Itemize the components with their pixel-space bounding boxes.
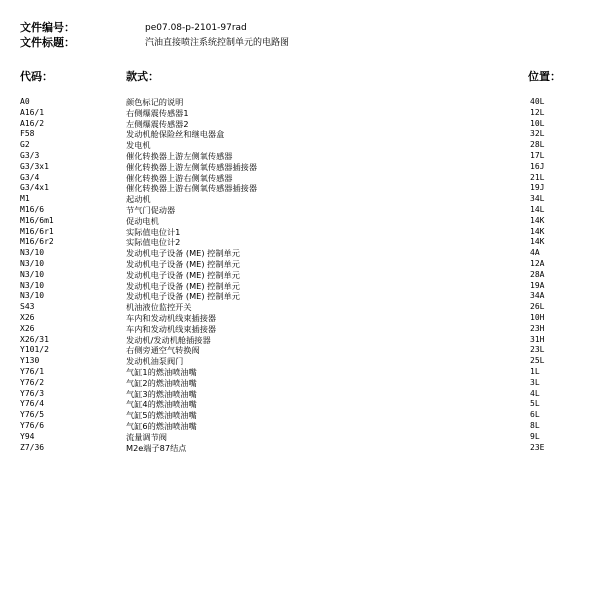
- table-row: [0, 140, 603, 151]
- component-position: 32L: [530, 129, 545, 139]
- component-code: Y76/1: [20, 366, 45, 376]
- component-description: 实际值电位计1: [126, 226, 181, 237]
- position-column-header: 位置：: [528, 70, 561, 83]
- component-position: 19A: [530, 280, 545, 290]
- table-row: [0, 367, 603, 378]
- doc-title-value: 汽油直接喷注系统控制单元的电路图: [145, 38, 290, 48]
- component-code: A0: [20, 97, 30, 106]
- component-code: X26/31: [20, 334, 49, 344]
- component-position: 26L: [530, 302, 545, 312]
- description-column-header: 款式：: [126, 70, 159, 83]
- component-position: 1L: [530, 366, 540, 376]
- component-code: F58: [20, 129, 35, 139]
- component-code: Y76/6: [20, 420, 45, 430]
- table-row: [0, 183, 603, 194]
- table-row: [0, 162, 603, 173]
- table-row: [0, 302, 603, 313]
- component-description: 气缸2的燃油喷油嘴: [126, 377, 197, 388]
- component-description: 发动机电子设备 (ME) 控制单元: [126, 269, 240, 280]
- component-description: 催化转换器上游左侧氧传感器插接器: [126, 161, 258, 172]
- component-position: 6L: [530, 410, 540, 420]
- component-position: 4L: [530, 388, 540, 398]
- component-description: 起动机: [126, 194, 151, 205]
- component-code: Y76/2: [20, 377, 45, 387]
- component-code: A16/1: [20, 107, 45, 117]
- component-description: 右侧旁通空气转换阀: [126, 345, 200, 356]
- component-code: Y76/4: [20, 399, 45, 409]
- component-code: M1: [20, 194, 30, 204]
- component-position: 10H: [530, 312, 545, 322]
- doc-number-label: 文件编号：: [20, 21, 75, 34]
- component-code: Y76/3: [20, 388, 45, 398]
- component-code: N3/10: [20, 291, 45, 301]
- component-description: 气缸6的燃油喷油嘴: [126, 420, 197, 431]
- component-position: 5L: [530, 399, 540, 409]
- table-row: [0, 227, 603, 238]
- component-description: 气缸5的燃油喷油嘴: [126, 410, 197, 421]
- component-code: Y76/5: [20, 410, 45, 420]
- table-row: [0, 443, 603, 454]
- component-position: 9L: [530, 431, 540, 441]
- table-row: [0, 399, 603, 410]
- component-position: 14K: [530, 226, 545, 236]
- component-position: 12L: [530, 107, 545, 117]
- component-position: 34A: [530, 291, 545, 301]
- component-position: 40L: [530, 97, 545, 106]
- table-row: [0, 237, 603, 248]
- component-code: M16/6r2: [20, 237, 54, 247]
- table-row: [0, 421, 603, 432]
- component-description: 颜色标记的说明: [126, 97, 184, 107]
- component-description: 车内和发动机线束插接器: [126, 312, 217, 323]
- component-position: 14L: [530, 204, 545, 214]
- table-row: [0, 335, 603, 346]
- table-row: [0, 248, 603, 259]
- component-description: M2e端子87结点: [126, 442, 187, 453]
- component-position: 14K: [530, 215, 545, 225]
- component-description: 发动机电子设备 (ME) 控制单元: [126, 280, 240, 291]
- component-position: 16J: [530, 161, 545, 171]
- component-code: Y94: [20, 431, 35, 441]
- component-position: 3L: [530, 377, 540, 387]
- table-row: [0, 270, 603, 281]
- component-code: N3/10: [20, 280, 45, 290]
- component-description: 催化转换器上游左侧氧传感器: [126, 150, 233, 161]
- component-code: N3/10: [20, 248, 45, 258]
- table-row: [0, 216, 603, 227]
- component-code: M16/6r1: [20, 226, 54, 236]
- component-position: 28L: [530, 140, 545, 150]
- component-code: Z7/36: [20, 442, 45, 452]
- component-description: 发动机电子设备 (ME) 控制单元: [126, 291, 240, 302]
- table-row: [0, 205, 603, 216]
- component-code: X26: [20, 312, 35, 322]
- component-description: 节气门促动器: [126, 204, 176, 215]
- component-position: 25L: [530, 356, 545, 366]
- component-position: 34L: [530, 194, 545, 204]
- component-position: 23L: [530, 345, 545, 355]
- component-code: G3/4x1: [20, 183, 49, 193]
- component-position: 14K: [530, 237, 545, 247]
- component-description: 发动机电子设备 (ME) 控制单元: [126, 258, 240, 269]
- table-row: [0, 259, 603, 270]
- table-row: [0, 291, 603, 302]
- component-description: 流量调节阀: [126, 431, 167, 442]
- table-row: [0, 432, 603, 443]
- table-row: [0, 345, 603, 356]
- component-description: 左侧爆震传感器2: [126, 118, 189, 129]
- component-code: X26: [20, 323, 35, 333]
- component-position: 19J: [530, 183, 545, 193]
- component-code: G3/4: [20, 172, 40, 182]
- code-column-header: 代码：: [20, 70, 53, 83]
- component-description: 催化转换器上游右侧氧传感器: [126, 172, 233, 183]
- doc-number-value: pe07.08-p-2101-97rad: [145, 23, 247, 33]
- component-position: 23E: [530, 442, 545, 452]
- component-position: 31H: [530, 334, 545, 344]
- component-position: 10L: [530, 118, 545, 128]
- component-position: 4A: [530, 248, 540, 258]
- component-description: 机油液位监控开关: [126, 302, 192, 313]
- table-row: [0, 313, 603, 324]
- table-row: [0, 129, 603, 140]
- table-row: [0, 324, 603, 335]
- table-row: [0, 410, 603, 421]
- component-code: N3/10: [20, 258, 45, 268]
- component-description: 气缸3的燃油喷油嘴: [126, 388, 197, 399]
- component-code: S43: [20, 302, 35, 312]
- component-description: 发动机电子设备 (ME) 控制单元: [126, 248, 240, 259]
- component-code: Y101/2: [20, 345, 49, 355]
- component-description: 发动机舱保险丝和继电器盒: [126, 129, 225, 140]
- table-row: [0, 378, 603, 389]
- legend-table: [0, 97, 603, 453]
- table-row: [0, 108, 603, 119]
- component-description: 右侧爆震传感器1: [126, 107, 189, 118]
- table-row: [0, 97, 603, 108]
- component-description: 实际值电位计2: [126, 237, 181, 248]
- component-code: Y130: [20, 356, 40, 366]
- table-row: [0, 389, 603, 400]
- table-row: [0, 356, 603, 367]
- component-code: M16/6m1: [20, 215, 54, 225]
- component-description: 气缸1的燃油喷油嘴: [126, 366, 197, 377]
- table-row: [0, 281, 603, 292]
- component-code: A16/2: [20, 118, 45, 128]
- component-description: 发动机/发动机舱插接器: [126, 334, 211, 345]
- component-position: 8L: [530, 420, 540, 430]
- component-description: 气缸4的燃油喷油嘴: [126, 399, 197, 410]
- doc-title-label: 文件标题：: [20, 36, 75, 49]
- component-description: 车内和发动机线束插接器: [126, 323, 217, 334]
- component-description: 催化转换器上游右侧氧传感器插接器: [126, 183, 258, 194]
- component-code: N3/10: [20, 269, 45, 279]
- component-code: G3/3: [20, 150, 40, 160]
- component-code: G3/3x1: [20, 161, 49, 171]
- component-position: 12A: [530, 258, 545, 268]
- component-position: 17L: [530, 150, 545, 160]
- component-position: 21L: [530, 172, 545, 182]
- component-description: 发电机: [126, 140, 151, 151]
- table-row: [0, 173, 603, 184]
- component-code: G2: [20, 140, 30, 150]
- component-description: 发动机油泵阀门: [126, 356, 184, 367]
- table-row: [0, 194, 603, 205]
- component-position: 28A: [530, 269, 545, 279]
- table-row: [0, 119, 603, 130]
- component-code: M16/6: [20, 204, 45, 214]
- component-position: 23H: [530, 323, 545, 333]
- component-description: 促动电机: [126, 215, 159, 226]
- table-row: [0, 151, 603, 162]
